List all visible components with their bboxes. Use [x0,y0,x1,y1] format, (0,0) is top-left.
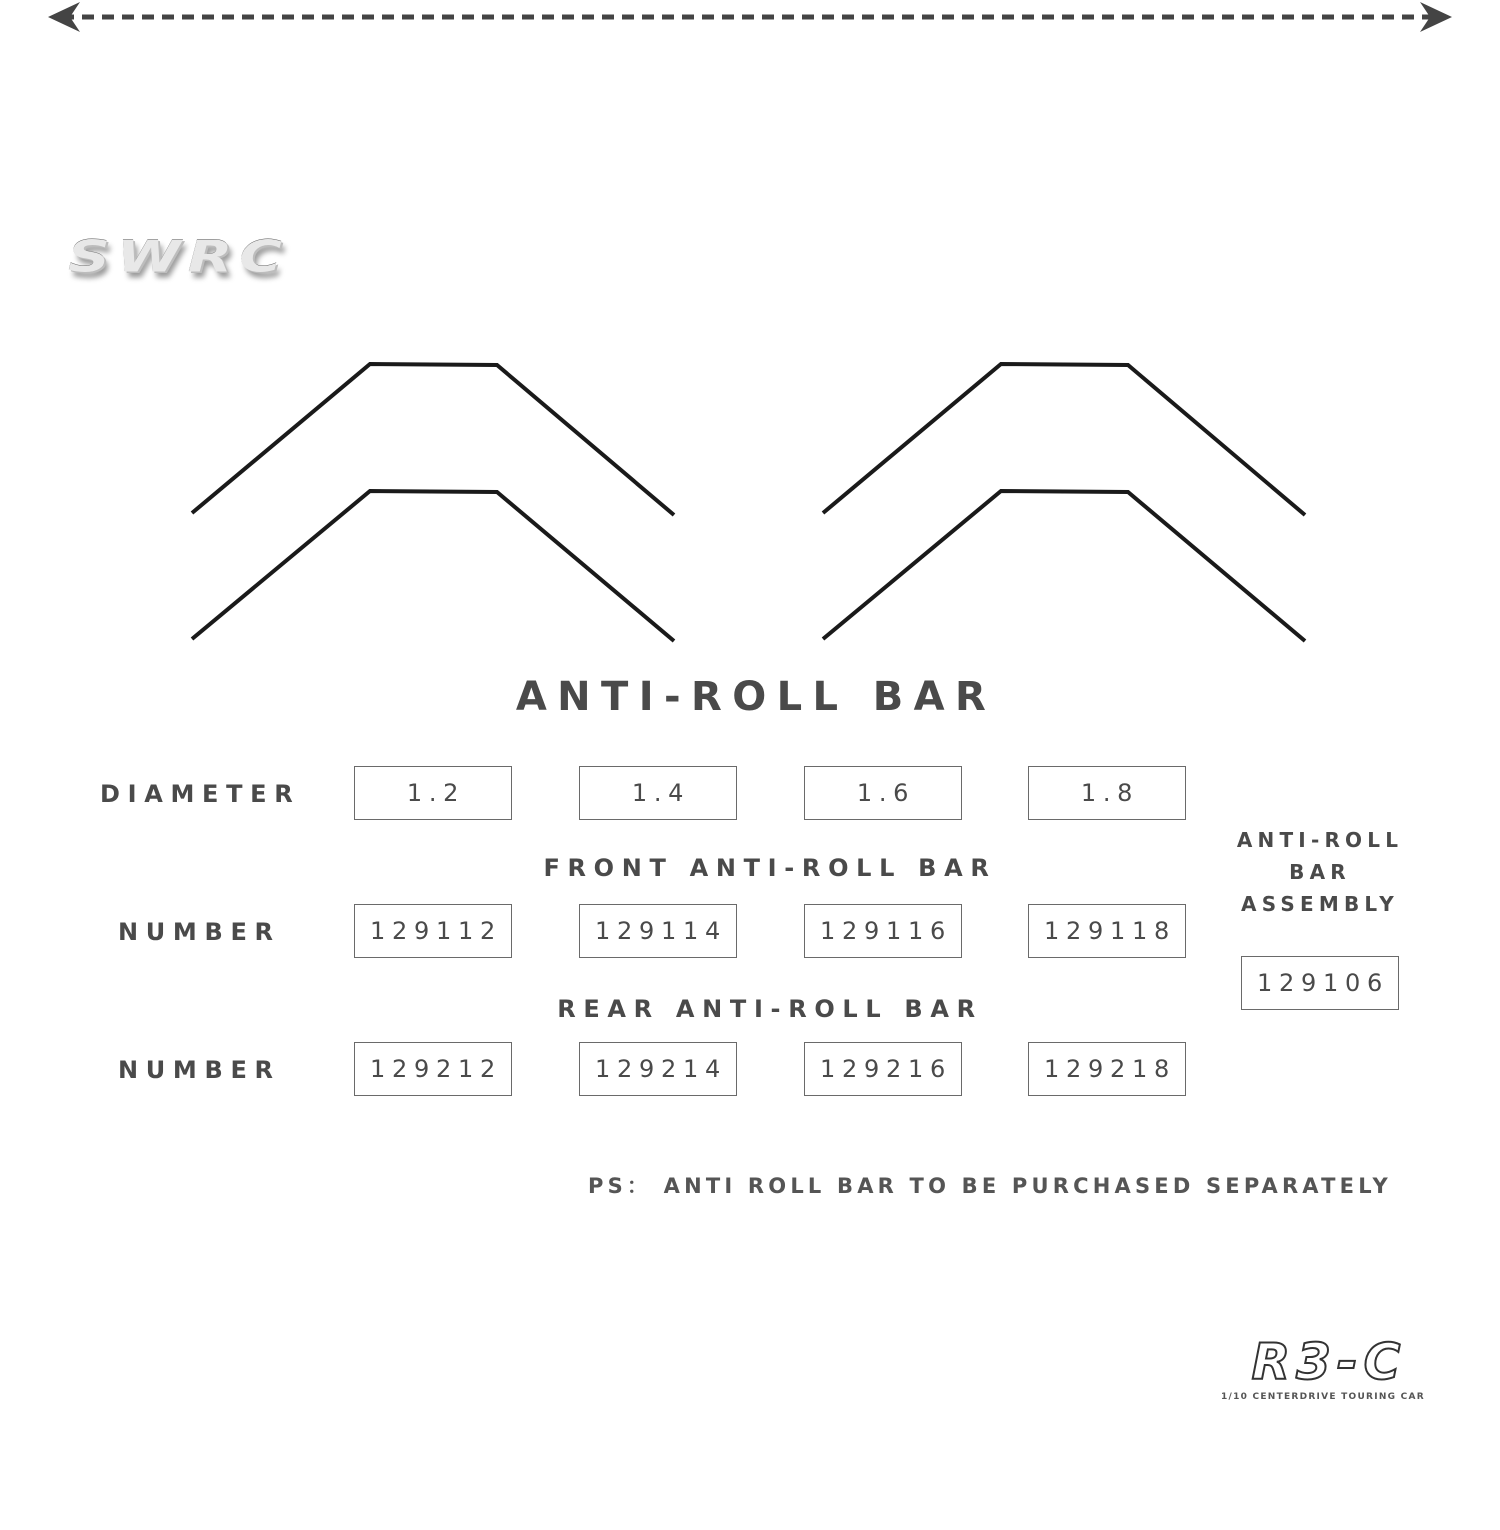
front-part-number: 129112 [354,904,512,958]
rear-part-number: 129212 [354,1042,512,1096]
front-section-title: FRONT ANTI-ROLL BAR [543,854,997,882]
dimension-arrow [40,0,1460,36]
diameter-box: 1.8 [1028,766,1186,820]
anti-roll-bar-illustration [0,340,1500,660]
diameter-box: 1.2 [354,766,512,820]
model-logo: R3-C [1251,1333,1407,1391]
brand-logo: SWRC [68,231,289,282]
front-part-number: 129114 [579,904,737,958]
assembly-label-line: BAR [1289,860,1351,884]
front-part-number: 129116 [804,904,962,958]
purchase-note: PS： ANTI ROLL BAR TO BE PURCHASED SEPARATELY [588,1174,1392,1198]
assembly-label-line: ASSEMBLY [1241,892,1399,916]
diameter-box: 1.4 [579,766,737,820]
rear-part-number: 129218 [1028,1042,1186,1096]
rear-number-label: NUMBER [118,1056,281,1084]
assembly-part-number: 129106 [1241,956,1399,1010]
front-part-number: 129118 [1028,904,1186,958]
assembly-label [1200,824,1440,920]
model-subtitle: 1/10 CENTERDRIVE TOURING CAR [1221,1392,1425,1402]
bar-shape [823,491,1305,641]
rear-section-title: REAR ANTI-ROLL BAR [557,995,983,1023]
diameter-label: DIAMETER [100,780,301,808]
page-title: ANTI-ROLL BAR [515,674,997,720]
rear-part-number: 129216 [804,1042,962,1096]
rear-part-number: 129214 [579,1042,737,1096]
assembly-label-line: ANTI-ROLL [1236,828,1404,852]
bar-shape [192,491,674,641]
diameter-box: 1.6 [804,766,962,820]
front-number-label: NUMBER [118,918,281,946]
